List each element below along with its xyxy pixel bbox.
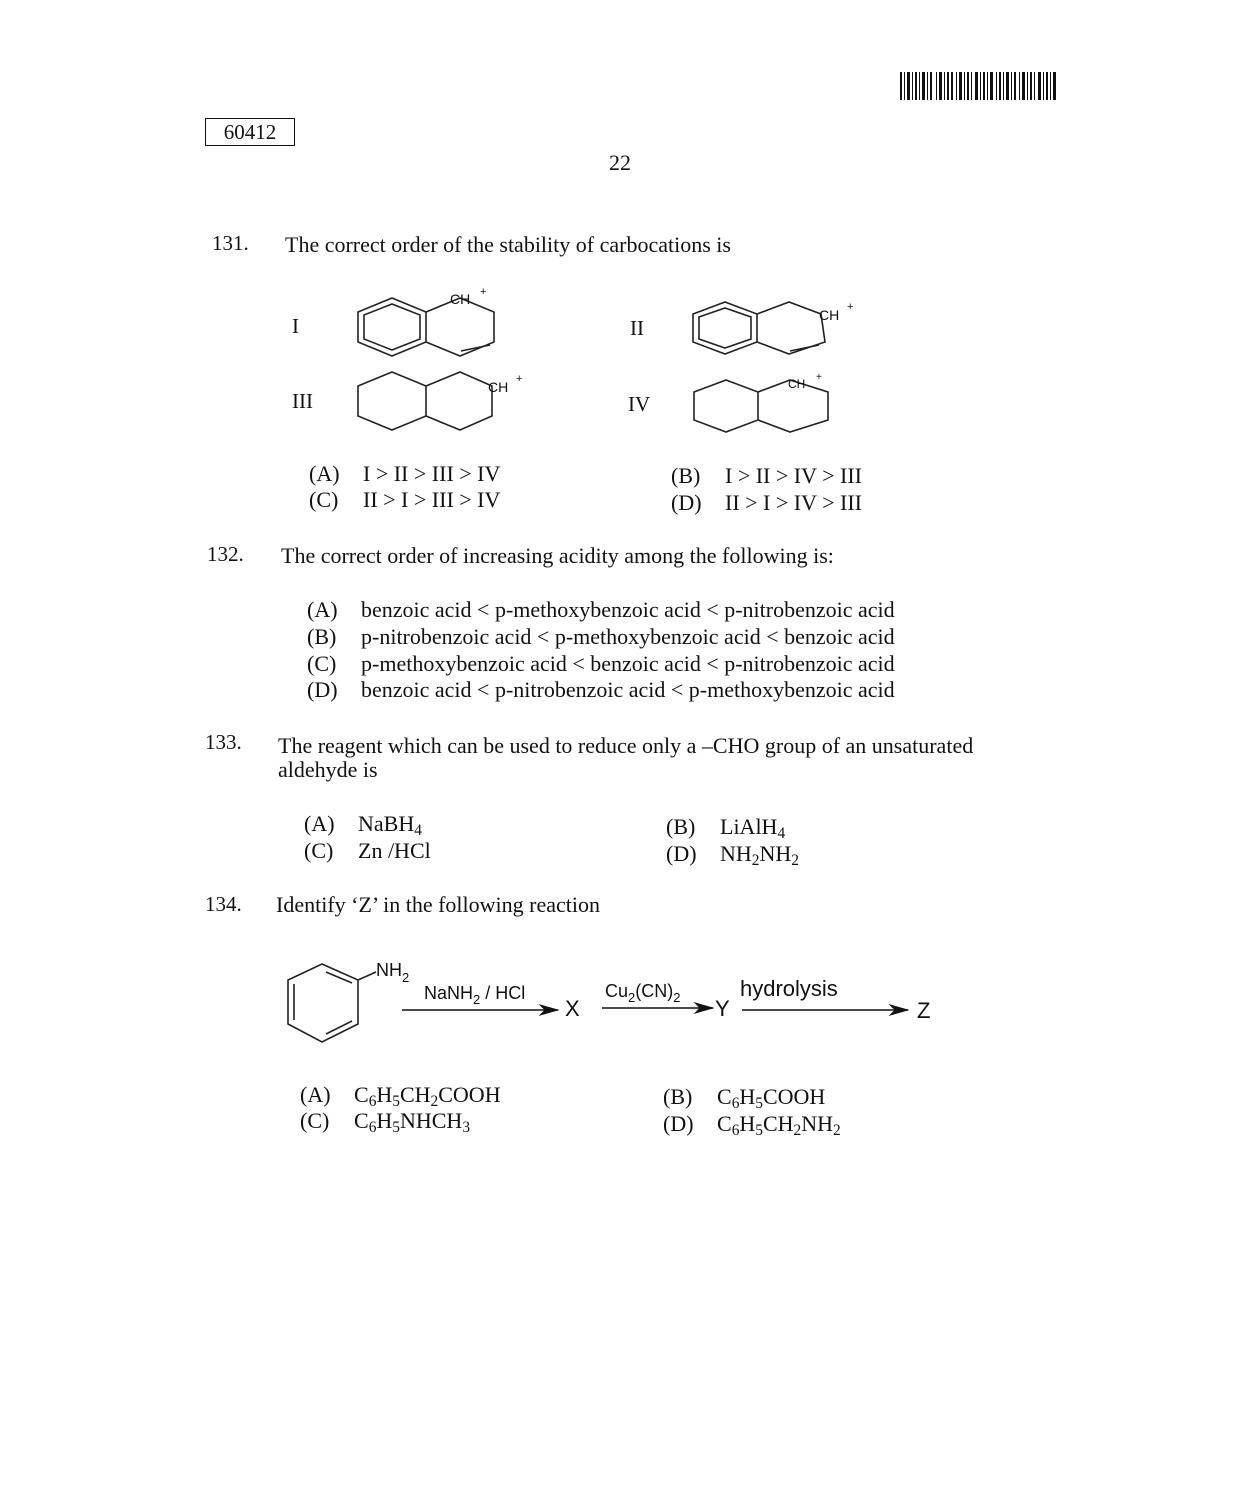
structure-iii-diagram xyxy=(350,364,530,436)
option-c[interactable]: (C) Zn /HCl xyxy=(304,838,431,863)
question-text: Identify ‘Z’ in the following reaction xyxy=(276,892,600,917)
option-b[interactable]: (B) $C_6H_5COOH$ xyxy=(663,1084,826,1112)
amine-group: $NH_2$ xyxy=(376,960,410,985)
structure-label-ii: II xyxy=(630,316,644,340)
option-c[interactable]: (C) II > I > III > IV xyxy=(309,487,501,512)
option-b[interactable]: (B) LiAlH$_4$ xyxy=(666,814,786,842)
charge-sign: + xyxy=(480,286,487,298)
paper-code: 60412 xyxy=(205,118,295,146)
option-c[interactable]: (C) $C_6H_5NHCH_3$ xyxy=(300,1108,471,1136)
cation-label: CH xyxy=(819,307,840,323)
reaction-scheme xyxy=(280,950,960,1050)
option-a[interactable]: (A) NaBH$_4$ xyxy=(304,811,422,839)
cation-label: CH xyxy=(450,291,471,307)
question-number: 134. xyxy=(205,892,242,916)
option-b[interactable]: (B) I > II > IV > III xyxy=(671,463,862,488)
option-c[interactable]: (C) p-methoxybenzoic acid < benzoic acid < p-nitrobenzoic acid xyxy=(307,651,895,676)
structure-iv-diagram xyxy=(688,370,838,438)
question-number: 133. xyxy=(205,730,242,754)
structure-ii-diagram xyxy=(685,292,860,364)
question-text-line1: The reagent which can be used to reduce only a –CHO group of an unsaturated xyxy=(278,733,974,758)
charge-sign: + xyxy=(816,372,822,383)
barcode xyxy=(900,72,1058,102)
product-y: Y xyxy=(715,996,730,1021)
reagent-3: hydrolysis xyxy=(740,976,838,1001)
charge-sign: + xyxy=(847,301,854,313)
question-text-line2: aldehyde is xyxy=(278,757,378,782)
structure-label-i: I xyxy=(292,314,299,338)
question-number: 132. xyxy=(207,542,244,566)
option-a[interactable]: (A) benzoic acid < p-methoxybenzoic acid < p-nitrobenzoic acid xyxy=(307,597,895,622)
structure-i-diagram xyxy=(350,282,510,362)
option-d[interactable]: (D) II > I > IV > III xyxy=(671,490,862,515)
product-x: X xyxy=(565,996,580,1021)
structure-label-iv: IV xyxy=(628,392,651,416)
product-z: Z xyxy=(917,998,931,1023)
option-b[interactable]: (B) p-nitrobenzoic acid < p-methoxybenzoic acid < benzoic acid xyxy=(307,624,895,649)
reagent-1: NaNH$_2$ / HCl xyxy=(424,983,526,1007)
structure-label-iii: III xyxy=(292,389,313,413)
cation-label: CH xyxy=(488,379,509,395)
cation-label: CH xyxy=(788,377,806,391)
option-d[interactable]: (D) $NH_2NH_2$ xyxy=(666,841,799,869)
question-number: 131. xyxy=(212,231,249,255)
reagent-2: $Cu_2(CN)_2$ xyxy=(605,981,681,1005)
charge-sign: + xyxy=(516,373,523,385)
question-text: The correct order of the stability of carbocations is xyxy=(285,232,731,257)
question-text: The correct order of increasing acidity among the following is: xyxy=(281,543,834,568)
option-a[interactable]: (A) $C_6H_5CH_2COOH$ xyxy=(300,1082,501,1110)
option-d[interactable]: (D) benzoic acid < p-nitrobenzoic acid < p-methoxybenzoic acid xyxy=(307,677,895,702)
option-a[interactable]: (A) I > II > III > IV xyxy=(309,461,501,486)
page-number: 22 xyxy=(609,150,631,175)
option-d[interactable]: (D) $C_6H_5CH_2NH_2$ xyxy=(663,1111,841,1139)
